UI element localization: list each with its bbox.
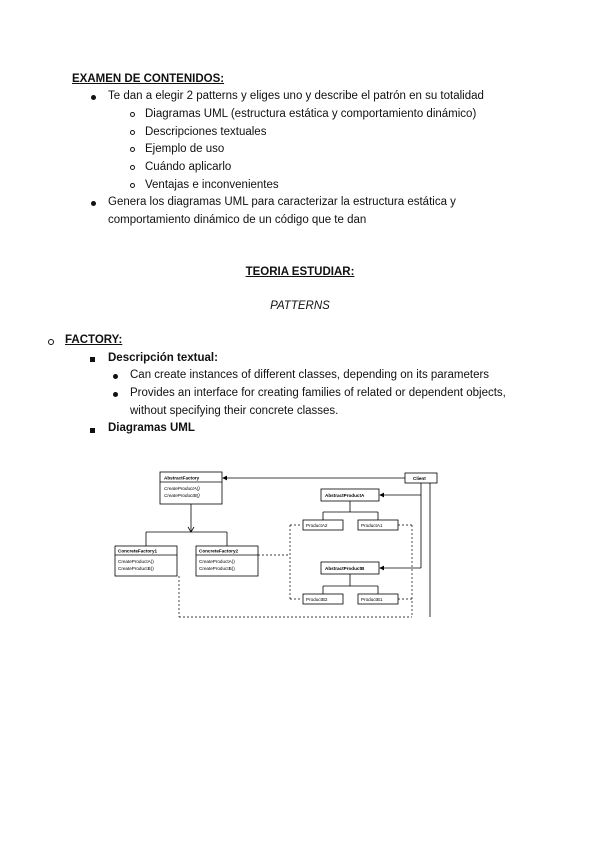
exam-subitem: Ventajas e inconvenientes <box>145 179 279 191</box>
exam-item-2-line-1: Genera los diagramas UML para caracterizar la estructura estática y <box>108 196 456 208</box>
patterns-subheading: PATTERNS <box>270 300 330 312</box>
factory-title: FACTORY: <box>65 334 123 346</box>
exam-heading: EXAMEN DE CONTENIDOS: <box>72 73 225 85</box>
desc-item-1: Can create instances of different classes, depending on its parameters <box>130 369 490 381</box>
exam-subitem: Diagramas UML (estructura estática y comportamiento dinámico) <box>145 108 477 120</box>
product-b2-label: ProductB2 <box>306 597 328 602</box>
cf2-method-1: CreateProductA() <box>199 559 235 564</box>
af-method-1: CreateProductA() <box>164 486 200 491</box>
cf1-method-2: CreateProductB() <box>118 566 154 571</box>
product-b1-label: ProductB1 <box>361 597 383 602</box>
concrete-factory-2-label: ConcreteFactory2 <box>199 548 239 554</box>
product-a1-label: ProductA1 <box>361 523 383 528</box>
desc-item-2-line-2: without specifying their concrete classes. <box>130 405 339 417</box>
client-label: Client <box>413 476 426 481</box>
exam-subitem: Cuándo aplicarlo <box>145 161 232 173</box>
cf2-method-2: CreateProductB() <box>199 566 235 571</box>
desc-item-2-line-1: Provides an interface for creating families of related or dependent objects, <box>130 387 506 399</box>
uml-label: Diagramas UML <box>108 422 195 434</box>
abstract-product-b-label: AbstractProductB <box>325 566 365 571</box>
exam-subitem: Descripciones textuales <box>145 126 267 138</box>
abstract-product-a-label: AbstractProductA <box>325 493 365 498</box>
abstract-factory-label: AbstractFactory <box>164 475 200 481</box>
product-a2-label: ProductA2 <box>306 523 328 528</box>
concrete-factory-1-label: ConcreteFactory1 <box>118 548 158 554</box>
exam-item-2-line-2: comportamiento dinámico de un código que te dan <box>108 214 367 226</box>
desc-label: Descripción textual: <box>108 352 218 364</box>
exam-subitem: Ejemplo de uso <box>145 143 225 155</box>
teoria-heading: TEORIA ESTUDIAR: <box>245 266 355 278</box>
af-method-2: CreateProductB() <box>164 493 200 498</box>
exam-item-1: Te dan a elegir 2 patterns y eliges uno y describe el patrón en su totalidad <box>108 90 484 102</box>
cf1-method-1: CreateProductA() <box>118 559 154 564</box>
